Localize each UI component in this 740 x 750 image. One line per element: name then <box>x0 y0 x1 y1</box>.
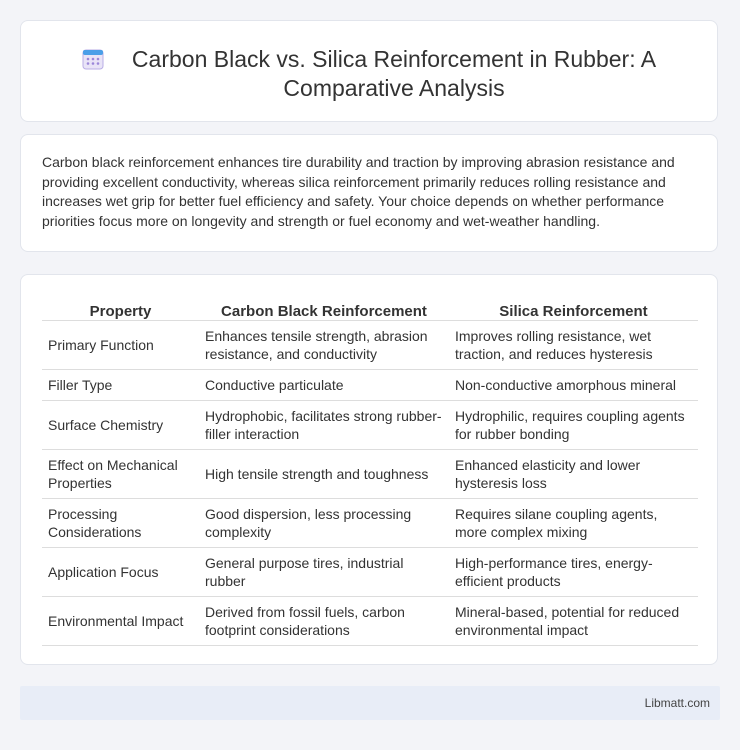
table-cell: Surface Chemistry <box>42 401 199 450</box>
footer-brand-link[interactable]: Libmatt.com <box>644 696 710 710</box>
table-cell: High-performance tires, energy-efficient products <box>449 548 698 597</box>
table-cell: Mineral-based, potential for reduced environmental impact <box>449 597 698 646</box>
table-row <box>42 370 698 401</box>
table-cell: Improves rolling resistance, wet traction, and reduces hysteresis <box>449 321 698 370</box>
table-row <box>42 499 698 548</box>
table-cell: Requires silane coupling agents, more complex mixing <box>449 499 698 548</box>
table-cell: Conductive particulate <box>199 370 449 401</box>
table-header-row <box>42 297 698 321</box>
table-row <box>42 548 698 597</box>
footer-bar <box>20 686 720 720</box>
table-row <box>42 450 698 499</box>
table-cell: Hydrophilic, requires coupling agents for rubber bonding <box>449 401 698 450</box>
table-cell: Processing Considerations <box>42 499 199 548</box>
table-cell: Enhanced elasticity and lower hysteresis loss <box>449 450 698 499</box>
table-cell: Environmental Impact <box>42 597 199 646</box>
table-row <box>42 597 698 646</box>
table-cell: Primary Function <box>42 321 199 370</box>
table-cell: Hydrophobic, facilitates strong rubber-filler interaction <box>199 401 449 450</box>
column-header-carbon-black: Carbon Black Reinforcement <box>199 297 449 321</box>
table-cell: Application Focus <box>42 548 199 597</box>
summary-text: Carbon black reinforcement enhances tire durability and traction by improving abrasion resistance and providing excellent conductivity, whereas silica reinforcement primarily reduces rolling resistance and increases wet grip for better fuel efficiency and safety. Your choice depends on whether performance priorities focus more on longevity and strength or fuel economy and wet-weather handling. <box>42 154 675 229</box>
table-cell: Filler Type <box>42 370 199 401</box>
table-cell: General purpose tires, industrial rubber <box>199 548 449 597</box>
title-card <box>20 20 718 122</box>
table-cell: Non-conductive amorphous mineral <box>449 370 698 401</box>
summary-card <box>20 134 718 252</box>
calendar-icon <box>81 47 105 71</box>
table-row <box>42 321 698 370</box>
table-row <box>42 401 698 450</box>
column-header-silica: Silica Reinforcement <box>449 297 698 321</box>
table-cell: High tensile strength and toughness <box>199 450 449 499</box>
table-cell: Effect on Mechanical Properties <box>42 450 199 499</box>
table-cell: Enhances tensile strength, abrasion resistance, and conductivity <box>199 321 449 370</box>
comparison-table-card <box>20 274 718 665</box>
table-cell: Derived from fossil fuels, carbon footprint considerations <box>199 597 449 646</box>
table-cell: Good dispersion, less processing complexity <box>199 499 449 548</box>
column-header-property: Property <box>42 297 199 321</box>
page-title: Carbon Black vs. Silica Reinforcement in Rubber: A Comparative Analysis <box>131 46 657 101</box>
comparison-table <box>42 297 698 646</box>
